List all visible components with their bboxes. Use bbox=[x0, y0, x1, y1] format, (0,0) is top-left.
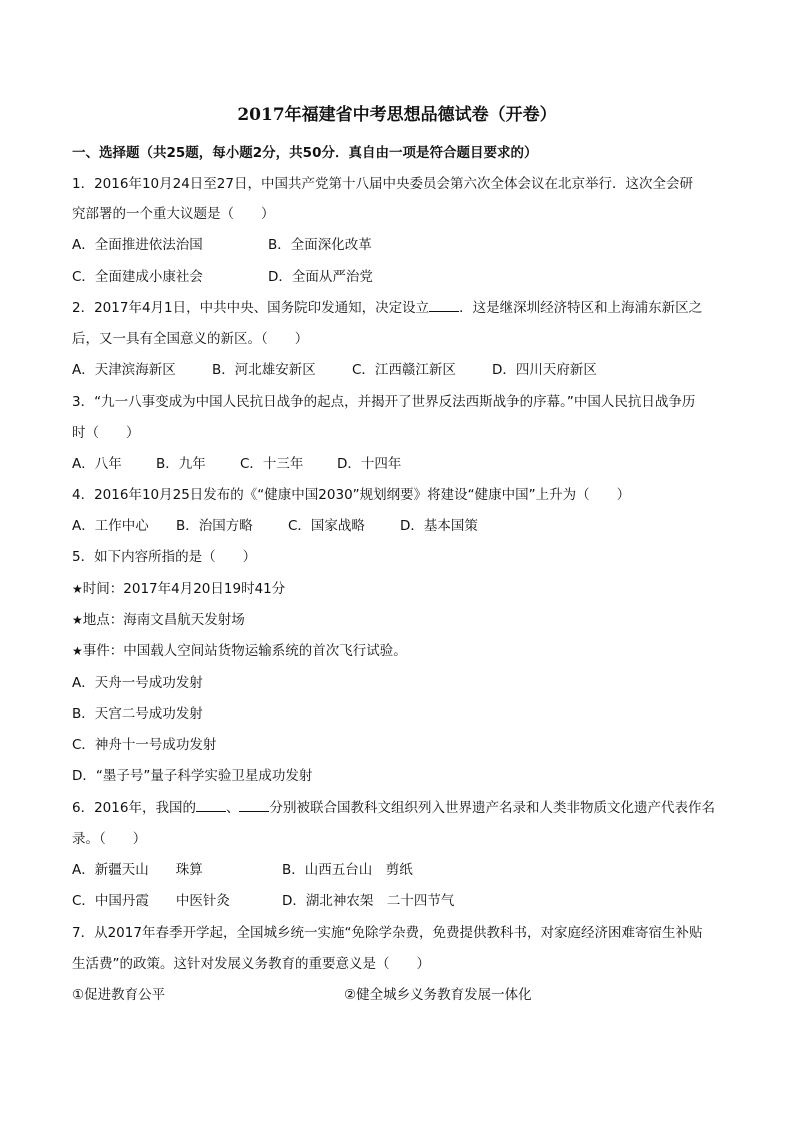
question-5-event bbox=[72, 639, 722, 663]
time-text: 时间：2017年4月20日19时41分 bbox=[82, 581, 286, 597]
option-d: D．全面从严治党 bbox=[268, 269, 373, 285]
question-1-line-1: 1．2016年10月24日至27日，中国共产党第十八届中央委员会第六次全体会议在北京举行．这次全会研 bbox=[72, 176, 693, 192]
option-b: B．治国方略 bbox=[176, 518, 253, 534]
question-6-separator: 、 bbox=[225, 800, 240, 816]
option-c: C．中国丹霞 中医针灸 bbox=[72, 893, 230, 909]
question-7-line-2: 生活费”的政策。这针对发展义务教育的重要意义是（ ） bbox=[72, 956, 430, 972]
question-3-line-2: 时（ ） bbox=[72, 425, 140, 441]
question-7-line-1: 7．从2017年春季开学起，全国城乡统一实施“免除学杂费，免费提供教科书，对家庭经济困难寄宿生补贴 bbox=[72, 925, 703, 941]
question-2-line-1 bbox=[72, 296, 722, 320]
star-icon: ★ bbox=[72, 582, 83, 596]
question-4-line-1: 4．2016年10月25日发布的《“健康中国2030”规划纲要》将建设“健康中国”上升为（ ） bbox=[72, 487, 631, 503]
option-c: C．国家战略 bbox=[288, 518, 365, 534]
question-1-line-2: 究部署的一个重大议题是（ ） bbox=[72, 206, 275, 222]
option-a: A．天津滨海新区 bbox=[72, 362, 176, 378]
question-3-line-1: 3．“九一八事变成为中国人民抗日战争的起点，并揭开了世界反法西斯战争的序幕。”中国人民抗日战争历 bbox=[72, 394, 696, 410]
answer-blank bbox=[196, 797, 226, 812]
star-icon: ★ bbox=[72, 613, 83, 627]
option-2: ②健全城乡义务教育发展一体化 bbox=[344, 987, 532, 1003]
star-icon: ★ bbox=[72, 644, 83, 658]
question-4-options bbox=[72, 514, 722, 538]
option-b: B．山西五台山 剪纸 bbox=[282, 862, 413, 878]
place-text: 地点：海南文昌航天发射场 bbox=[82, 612, 245, 628]
option-1: ①促进教育公平 bbox=[72, 987, 166, 1003]
question-5-time bbox=[72, 577, 722, 601]
option-b: B．九年 bbox=[156, 456, 206, 472]
option-c: C．神舟十一号成功发射 bbox=[72, 737, 217, 753]
question-2-text-post: ．这是继深圳经济特区和上海浦东新区之 bbox=[459, 300, 703, 316]
option-d: D．十四年 bbox=[337, 456, 402, 472]
question-6-text-pre: 6．2016年，我国的 bbox=[72, 800, 196, 816]
option-d: D．基本国策 bbox=[400, 518, 478, 534]
option-c: C．十三年 bbox=[240, 456, 304, 472]
option-c: C．江西赣江新区 bbox=[352, 362, 456, 378]
option-d: D．四川天府新区 bbox=[492, 362, 597, 378]
option-a: A．八年 bbox=[72, 456, 122, 472]
question-6-line-2: 录。（ ） bbox=[72, 831, 147, 847]
answer-blank bbox=[429, 297, 459, 312]
option-a: A．新疆天山 珠算 bbox=[72, 862, 203, 878]
question-6-options-row-1 bbox=[72, 858, 722, 882]
option-a: A．天舟一号成功发射 bbox=[72, 675, 203, 691]
answer-blank bbox=[239, 797, 269, 812]
option-b: B．全面深化改革 bbox=[268, 237, 372, 253]
question-6-options-row-2 bbox=[72, 889, 722, 913]
option-c: C．全面建成小康社会 bbox=[72, 269, 203, 285]
section-heading: 一、选择题（共25题，每小题2分，共50分．真自由一项是符合题目要求的） bbox=[72, 145, 538, 161]
option-b: B．河北雄安新区 bbox=[212, 362, 316, 378]
question-5-line-1: 5．如下内容所指的是（ ） bbox=[72, 549, 257, 565]
option-a: A．工作中心 bbox=[72, 518, 149, 534]
page-title: 2017年福建省中考思想品德试卷（开卷） bbox=[237, 105, 557, 125]
option-b: B．天宫二号成功发射 bbox=[72, 706, 203, 722]
question-2-line-2: 后，又一具有全国意义的新区。（ ） bbox=[72, 331, 309, 347]
option-d: D．“墨子号”量子科学实验卫星成功发射 bbox=[72, 768, 313, 784]
question-7-options bbox=[72, 983, 722, 1007]
question-2-options bbox=[72, 358, 722, 382]
question-1-options-row-2 bbox=[72, 265, 722, 289]
question-5-place bbox=[72, 608, 722, 632]
question-6-line-1 bbox=[72, 796, 722, 820]
question-6-text-post: 分别被联合国教科文组织列入世界遗产名录和人类非物质文化遗产代表作名 bbox=[269, 800, 715, 816]
question-2-text-pre: 2．2017年4月1日，中共中央、国务院印发通知，决定设立 bbox=[72, 300, 430, 316]
event-text: 事件：中国载人空间站货物运输系统的首次飞行试验。 bbox=[82, 643, 407, 659]
question-3-options bbox=[72, 452, 722, 476]
question-1-options-row-1 bbox=[72, 233, 722, 257]
option-a: A．全面推进依法治国 bbox=[72, 237, 203, 253]
option-d: D．湖北神农架 二十四节气 bbox=[282, 893, 455, 909]
